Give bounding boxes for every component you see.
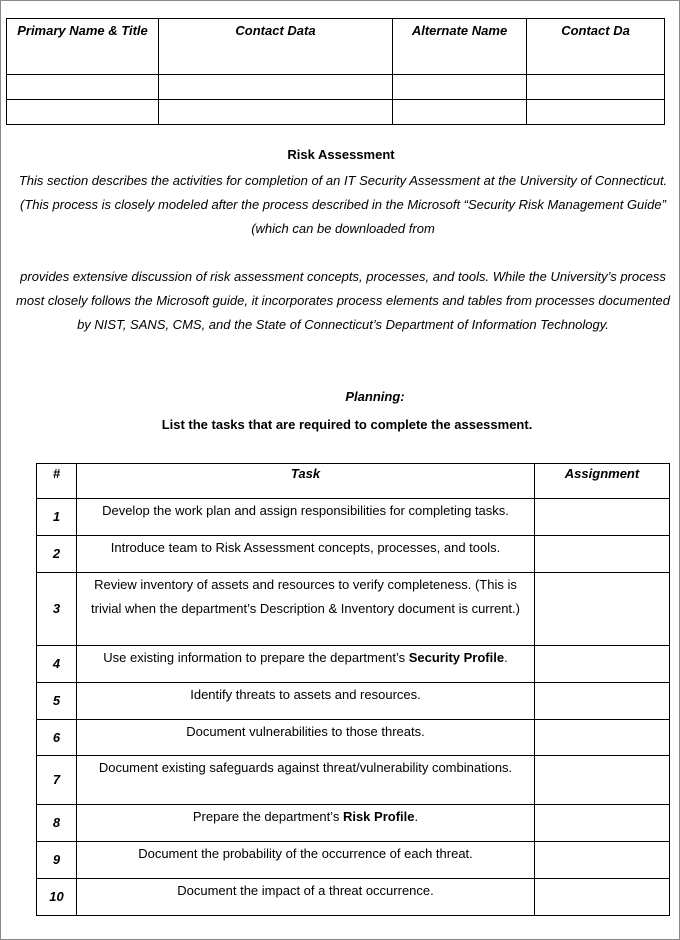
task-number: 9 xyxy=(37,842,77,879)
table-cell[interactable] xyxy=(393,100,527,125)
header-contact-data: Contact Data xyxy=(159,19,393,75)
task-assignment[interactable] xyxy=(535,499,670,536)
task-number: 7 xyxy=(37,756,77,805)
table-row xyxy=(37,536,670,573)
task-assignment[interactable] xyxy=(535,879,670,916)
table-header-row xyxy=(7,19,665,75)
section-title: Risk Assessment xyxy=(287,147,395,162)
header-assignment: Assignment xyxy=(535,464,670,499)
task-assignment[interactable] xyxy=(535,842,670,879)
table-cell[interactable] xyxy=(159,75,393,100)
task-text: Document the probability of the occurrence of each threat. xyxy=(138,846,473,861)
table-cell[interactable] xyxy=(7,75,159,100)
header-number: # xyxy=(37,464,77,499)
task-description xyxy=(77,499,535,536)
task-assignment[interactable] xyxy=(535,720,670,756)
table-row xyxy=(7,100,665,125)
header-task: Task xyxy=(77,464,535,499)
intro-paragraph-2: provides extensive discussion of risk assessment concepts, processes, and tools. While the University’s process most closely follows the Microsoft guide, it incorporates process elements and tables from processes documented by NIST, SANS, CMS, and the State of Connecticut’s Department of Information Technology. xyxy=(16,269,670,332)
table-cell[interactable] xyxy=(527,75,665,100)
header-contact-data-2: Contact Da xyxy=(527,19,665,75)
task-text: Review inventory of assets and resources to verify completeness. (This is trivial when the department’s Description & Inventory document is current.) xyxy=(91,577,520,616)
task-number: 5 xyxy=(37,683,77,720)
contacts-table xyxy=(6,18,665,125)
table-row xyxy=(7,75,665,100)
task-text-end: . xyxy=(504,650,508,665)
task-description xyxy=(77,536,535,573)
table-row xyxy=(37,756,670,805)
task-description xyxy=(77,683,535,720)
task-description xyxy=(77,842,535,879)
task-assignment[interactable] xyxy=(535,573,670,646)
task-assignment[interactable] xyxy=(535,805,670,842)
task-assignment[interactable] xyxy=(535,646,670,683)
task-text: Develop the work plan and assign responsibilities for completing tasks. xyxy=(102,503,509,518)
task-description xyxy=(77,879,535,916)
table-cell[interactable] xyxy=(527,100,665,125)
task-text: Document the impact of a threat occurrence. xyxy=(177,883,434,898)
planning-heading: Planning: xyxy=(345,389,405,404)
task-description xyxy=(77,805,535,842)
task-text: Document vulnerabilities to those threats. xyxy=(186,724,425,739)
task-number: 2 xyxy=(37,536,77,573)
intro-paragraph-1: This section describes the activities for completion of an IT Security Assessment at the University of Connecticut. (This process is closely modeled after the process described in the Microsoft “Security Risk Management Guide” (which can be downloaded from xyxy=(18,173,668,236)
task-number: 8 xyxy=(37,805,77,842)
task-assignment[interactable] xyxy=(535,536,670,573)
task-assignment[interactable] xyxy=(535,683,670,720)
table-header-row xyxy=(37,464,670,499)
task-description xyxy=(77,646,535,683)
table-row xyxy=(37,805,670,842)
task-assignment[interactable] xyxy=(535,756,670,805)
table-cell[interactable] xyxy=(393,75,527,100)
tasks-table xyxy=(36,463,670,916)
table-row xyxy=(37,573,670,646)
task-bold-text: Security Profile xyxy=(408,650,505,665)
table-row xyxy=(37,879,670,916)
table-cell[interactable] xyxy=(7,100,159,125)
task-description xyxy=(77,756,535,805)
task-text: Use existing information to prepare the department’s xyxy=(103,650,409,665)
table-row xyxy=(37,720,670,756)
task-text-end: . xyxy=(414,809,419,824)
header-primary-name: Primary Name & Title xyxy=(7,19,159,75)
table-cell[interactable] xyxy=(159,100,393,125)
task-number: 1 xyxy=(37,499,77,536)
table-row xyxy=(37,842,670,879)
table-row xyxy=(37,683,670,720)
task-bold-text: Risk Profile xyxy=(342,809,415,824)
task-number: 4 xyxy=(37,646,77,683)
task-text: Document existing safeguards against threat/vulnerability combinations. xyxy=(98,760,513,775)
task-text: Prepare the department’s xyxy=(192,809,343,824)
task-description xyxy=(77,720,535,756)
table-row xyxy=(37,646,670,683)
task-text: Introduce team to Risk Assessment concepts, processes, and tools. xyxy=(110,540,501,555)
task-text: Identify threats to assets and resources. xyxy=(190,687,421,702)
task-description xyxy=(77,573,535,646)
task-number: 3 xyxy=(37,573,77,646)
task-number: 10 xyxy=(37,879,77,916)
table-row xyxy=(37,499,670,536)
planning-subtitle: List the tasks that are required to complete the assessment. xyxy=(161,417,533,432)
task-number: 6 xyxy=(37,720,77,756)
header-alternate-name: Alternate Name xyxy=(393,19,527,75)
